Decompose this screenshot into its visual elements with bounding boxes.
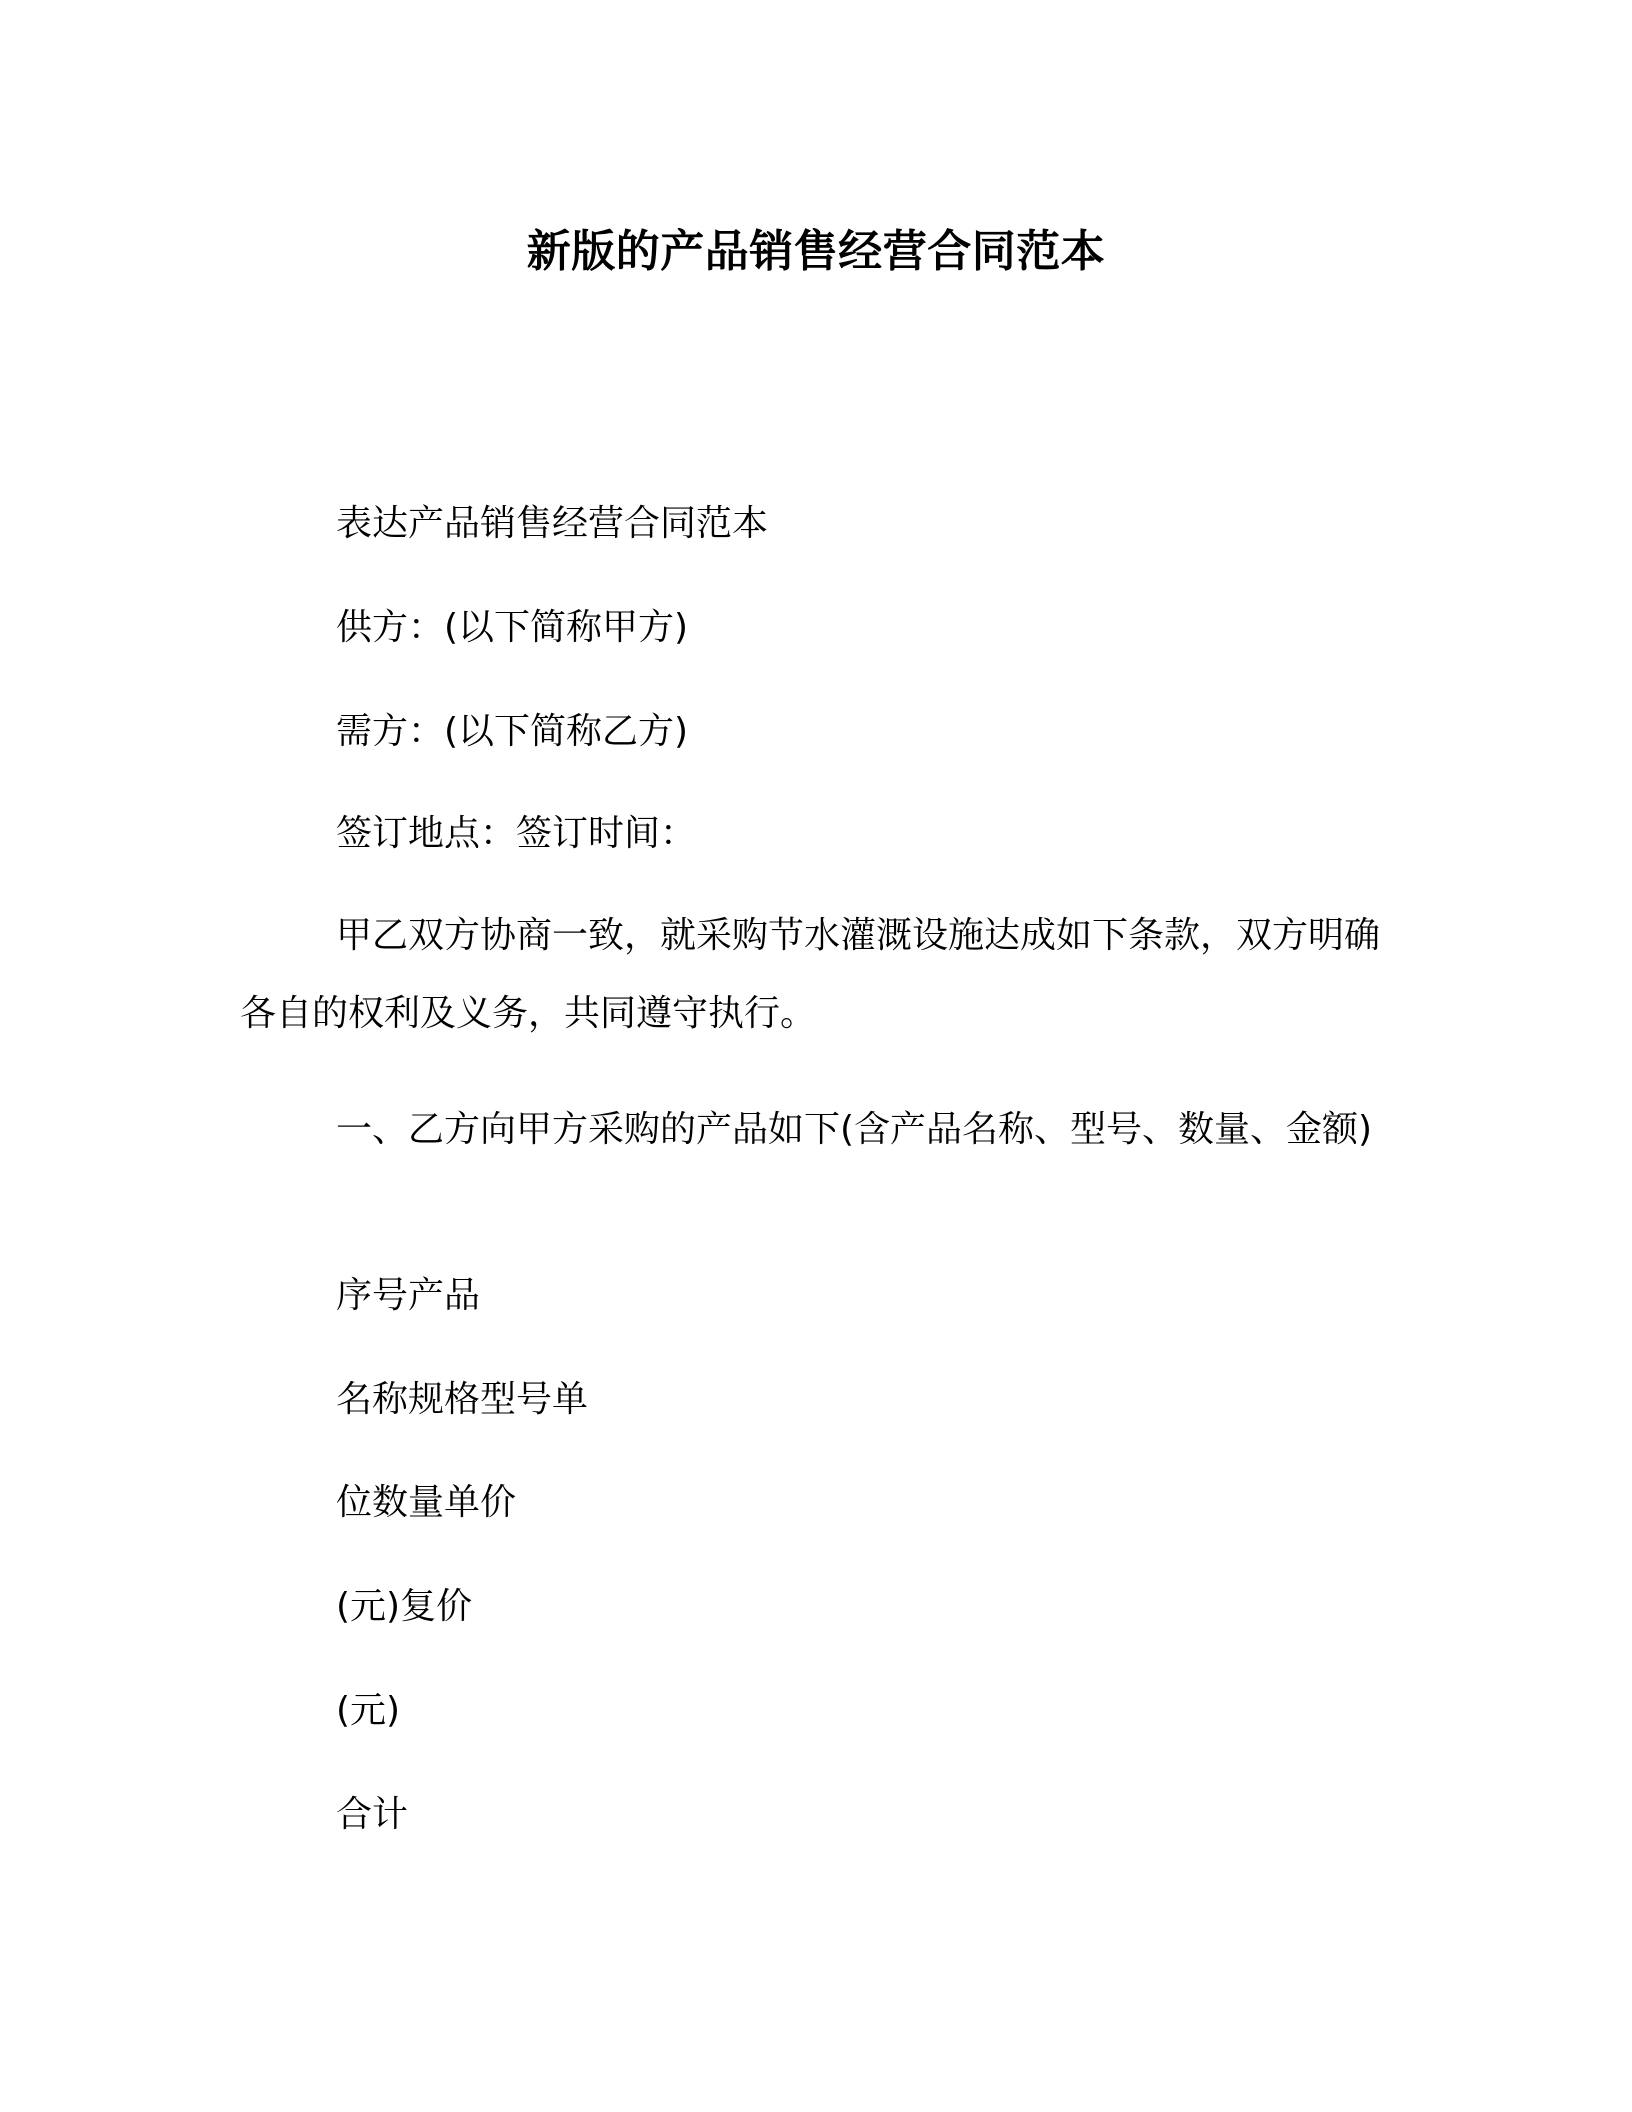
table-header-line: 序号产品 [336,1275,481,1316]
buyer-line: 需方：(以下简称乙方) [336,711,689,752]
agreement-paragraph: 甲乙双方协商一致，就采购节水灌溉设施达成如下条款，双方明确各自的权利及义务，共同遵守执行。 [240,915,1381,1034]
page-title: 新版的产品销售经营合同范本 [526,226,1106,277]
table-header-line: (元) [336,1690,401,1731]
supplier-line: 供方：(以下简称甲方) [336,607,689,648]
table-header-line: (元)复价 [336,1586,473,1627]
table-header-line: 名称规格型号单 [336,1379,589,1420]
document-subtitle-line: 表达产品销售经营合同范本 [336,503,769,544]
signing-place-time-line: 签订地点：签订时间： [336,813,697,854]
table-total-line: 合计 [336,1794,409,1835]
table-header-line: 位数量单价 [336,1482,517,1523]
section-one-heading: 一、乙方向甲方采购的产品如下(含产品名称、型号、数量、金额) [336,1109,1373,1150]
